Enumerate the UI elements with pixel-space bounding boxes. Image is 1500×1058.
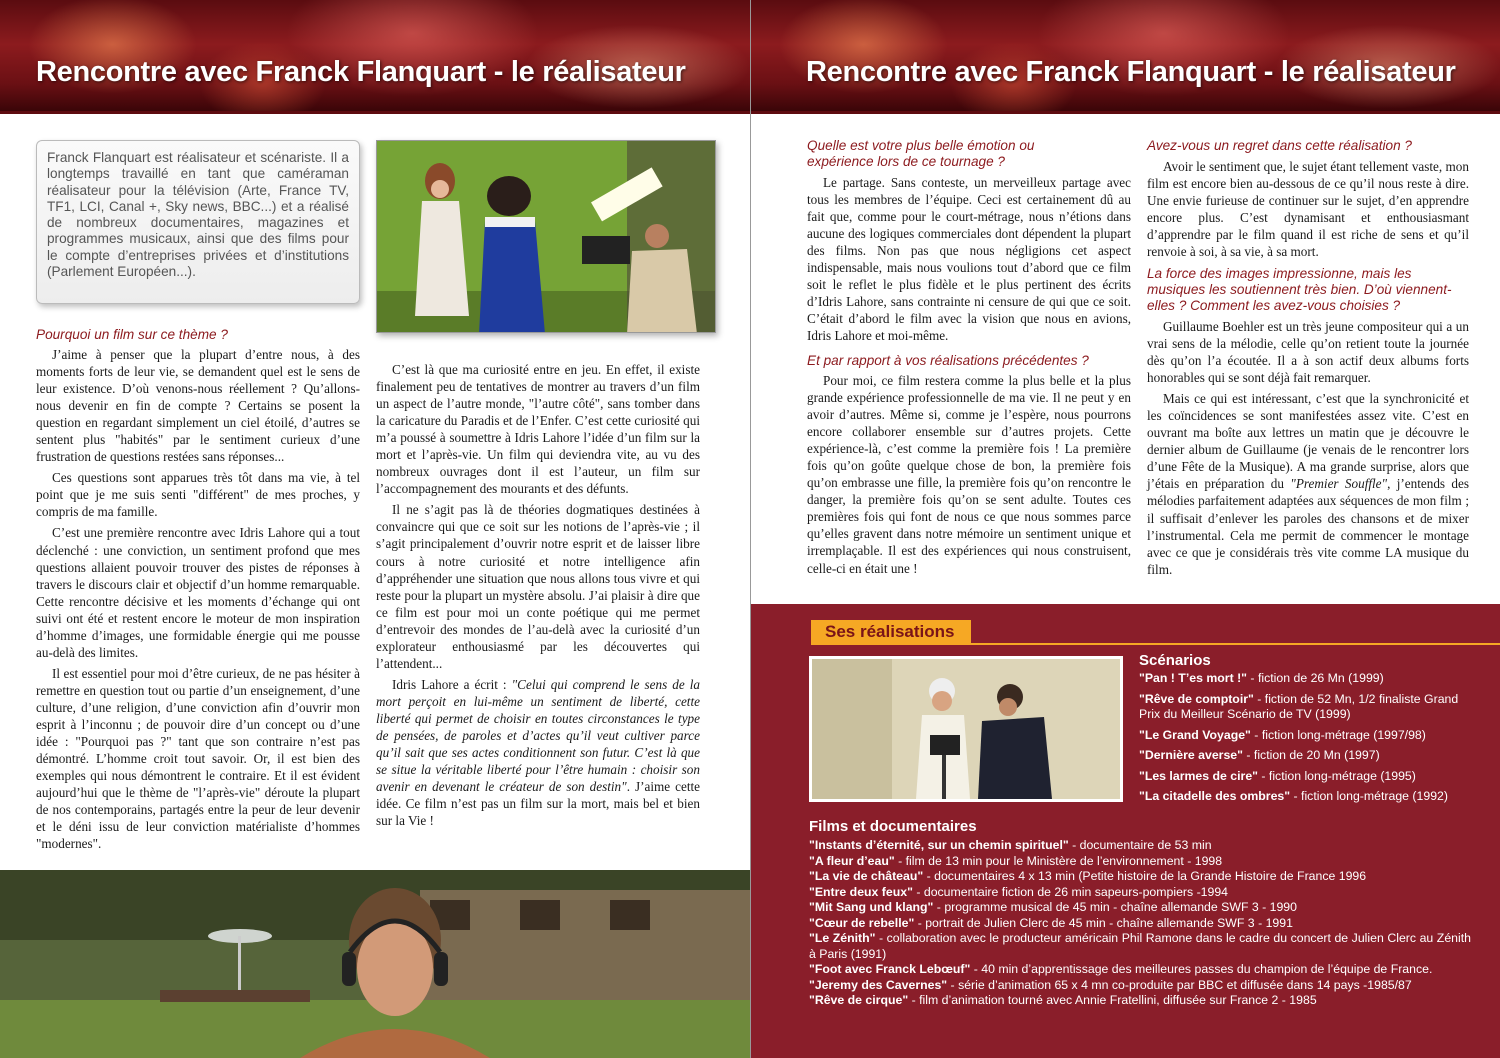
quote-end: . J’aime cette idée. Ce film n’est pas un film sur la mort, mais bel et bien sur la Vie ! (376, 779, 701, 829)
portrait-photo (0, 870, 750, 1058)
shooting-photo-illustration (812, 659, 1120, 799)
paragraph (376, 676, 700, 829)
paragraph: J’aime à penser que la plupart d’entre nous, à des moments forts de leur vie, se demandent quel est le sens de leur existence. D’où venons-nous réellement ? Qu’allons-nous devenir en fin de compte ? Certains se posent la question en regardant simplement un ciel étoilé, d’autres se sentent plus "habités" par le sentiment curieux d’une frustration de questions restées sans réponses... (36, 347, 360, 465)
paragraph: C’est une première rencontre avec Idris Lahore qui a tout déclenché : une conviction, un sentiment profond que mes questions allaient pouvoir trouver des pistes de réponses à travers le discours clair et objectif d’un homme remarquable. Cette rencontre décisive et les moments d’échange qui ont suivi ont été et restent encore le moteur de mon inspiration d’homme d’images, une formidable énergie qui me pousse au-delà des limites. (36, 525, 360, 660)
list-item: "Rêve de comptoir" - fiction de 52 Mn, 1/2 finaliste Grand Prix du Meilleur Scénario de TV (1999) (1139, 691, 1459, 721)
studio-photo-illustration (377, 141, 716, 333)
list-item: "Dernière averse" - fiction de 20 Mn (1997) (1139, 748, 1380, 762)
header-banner-left (0, 0, 750, 114)
paragraph: Ces questions sont apparues très tôt dans ma vie, à tel point que je me suis senti "différent" de mes proches, y compris de ma famille. (36, 470, 360, 520)
list-item: "Cœur de rebelle" - portrait de Julien Clerc de 45 min - chaîne allemande SWF 3 - 1991 (809, 915, 1293, 930)
list-item: "Rêve de cirque" - film d’animation tourné avec Annie Fratellini, diffusée sur France 2 - 1985 (809, 993, 1317, 1007)
studio-photo (376, 140, 716, 333)
realisations-tab: Ses réalisations (811, 620, 971, 644)
list-item: "La vie de château" - documentaires 4 x 13 min (Petite histoire de la Grande Histoire de France 1996 (809, 869, 1367, 883)
scenarios-title: Scénarios (1139, 652, 1211, 669)
right-column-2a (1147, 158, 1469, 260)
music-text-start: Mais ce qui est intéressant, c’est que la synchronicité et les coïncidences se sont manifestées assez vite. C’est en ouvrant ma boîte aux lettres un matin que je découvre le dernier album de Guillaume (je venais de le rencontrer lors d’une Fête de la Musique). A ma grande surprise, alors que j’étais en préparation du (1147, 391, 1469, 492)
quote-intro: Idris Lahore a écrit : (392, 676, 512, 692)
list-item: "Entre deux feux" - documentaire fiction de 26 min sapeurs-pompiers -1994 (809, 884, 1229, 899)
list-item: "Instants d’éternité, sur un chemin spirituel" - documentaire de 53 min (809, 838, 1212, 852)
paragraph: Il ne s’agit pas là de théories dogmatiques destinées à convaincre qui que ce soit sur les notions de l’après-vie ; il s’agit principalement d’ouvrir notre esprit et de laisser libre cours à notre curiosité et notre intelligence afin d’appréhender une situation que nous allons tous vivre et qui reste pour la plupart un mystère absolu. J’ai plaisir à dire que ce film est pour moi un conte poétique qui me permet d’entrevoir des mondes de l’au-delà avec la curiosité d’un explorateur enthousiasmé par les découvertes qui l’attendent... (376, 502, 700, 671)
paragraph: Avoir le sentiment que, le sujet étant tellement vaste, mon film est encore bien au-dessous de ce qu’il nous reste à dire. Une envie furieuse de continuer sur le sujet, d’en apprendre encore plus. C’est dynamisant et enthousiasmant d’apprendre par le film quand il est riche de sens et qu’il renvoie à soi, à sa vie, à sa mort. (1147, 159, 1469, 260)
page-title-right: Rencontre avec Franck Flanquart - le réalisateur (806, 56, 1456, 88)
list-item: "Jeremy des Cavernes" - série d’animation 65 x 4 mn co-produite par BBC et diffusée dans 14 pays -1985/87 (809, 977, 1412, 992)
list-item: "Le Zénith" - collaboration avec le producteur américain Phil Ramone dans le cadre du concert de Julien Clerc au Zénith à Paris (1991) (809, 931, 1471, 961)
intro-box (36, 140, 360, 304)
left-column-2 (376, 361, 700, 829)
premier-souffle-title: "Premier Souffle" (1290, 476, 1388, 492)
portrait-photo-illustration (0, 870, 750, 1058)
left-column-1 (36, 346, 360, 852)
paragraph: Guillaume Boehler est un très jeune compositeur qui a un vrai sens de la mélodie, celle qu’on retient toute la journée dès qu’on l’a écoutée. Il a à son actif deux albums forts honorables qui se sont déjà fait remarquer. (1147, 319, 1469, 386)
music-text-end: , j’entends des mélodies parfaitement adaptées aux séquences de mon film ; il suffisait d’enlever les paroles des chansons et de mixer l’instrumental. Cela me permit de commencer le montage avec ce que je considérais très vite comme LA musique du film. (1147, 476, 1469, 577)
page-title-left: Rencontre avec Franck Flanquart - le réalisateur (36, 56, 686, 88)
list-item: "La citadelle des ombres" - fiction long-métrage (1992) (1139, 789, 1448, 803)
list-item: "Mit Sang und klang" - programme musical de 45 min - chaîne allemande SWF 3 - 1990 (809, 900, 1297, 914)
list-item: "A fleur d’eau" - film de 13 min pour le Ministère de l’environnement - 1998 (809, 853, 1223, 868)
list-item: "Les larmes de cire" - fiction long-métrage (1995) (1139, 768, 1416, 783)
list-item: "Pan ! T’es mort !" - fiction de 26 Mn (1999) (1139, 671, 1384, 685)
question-regret: Avez-vous un regret dans cette réalisation ? (1147, 138, 1412, 153)
scenarios-list (1139, 671, 1469, 810)
list-item: "Le Grand Voyage" - fiction long-métrage (1997/98) (1139, 727, 1426, 742)
question-emotion: Quelle est votre plus belle émotion ou expérience lors de ce tournage ? (807, 138, 1035, 169)
lahore-quote: "Celui qui comprend le sens de la mort perçoit en lui-même un sentiment de liberté, cette liberté qui permet de choisir en toutes circonstances le type de pensées, de paroles et d’actes qu’il veut cultiver parce qu’il sait que ses actes conditionnent son futur. C’est là que se situe la véritable liberté pour l’être humain : choisir son avenir en devenant le créateur de son destin" (376, 676, 700, 795)
question-1: Pourquoi un film sur ce thème ? (36, 327, 228, 342)
right-column-2b (1147, 318, 1469, 578)
right-column-1b (807, 372, 1131, 577)
right-page (750, 0, 1500, 1058)
paragraph: Il est essentiel pour moi d’être curieux, de ne pas hésiter à remettre en question tout ou partie d’un enseignement, d’une culture, d’une religion, d’une conviction afin d’ouvrir mon esprit à l’inconnu ; de pouvoir dire d’un concept ou d’une idée : "Pourquoi pas ?" tant que son contraire n’est pas démontré. L’homme croit tout savoir. Or, il est bien des exemples qui nous démontrent le contraire. Et il est évident aujourd’hui que le thème de "l’après-vie" déroute la plupart de nos contemporains, partagés entre la peur de leur devenir et le déni issu de leur conviction matérialiste d’hommes "modernes". (36, 665, 360, 852)
paragraph: Pour moi, ce film restera comme la plus belle et la plus grande expérience professionnelle de ma vie. Il ne peut y en avoir d’autres. Même si, comme je l’espère, nous pourrons encore collaborer ensemble sur d’autres projets. Cette expérience-là, c’est comme la première fois ! La première fois qu’on goûte quelque chose de bon, la première fois qu’on embrasse une fille, la première fois qu’on rencontre le danger, la première fois qu’on se sent adulte. Toutes ces premières fois qui font de nous ce que nous sommes parce qu’elles gravent dans notre mémoire un sentiment unique et irremplaçable. Il est des expériences qui nous construisent, celle-ci en était une ! (807, 373, 1131, 576)
question-music: La force des images impressionne, mais les musiques les soutiennent très bien. D’où viennent-elles ? Comment les avez-vous choisies ? (1147, 266, 1452, 313)
list-item: "Foot avec Franck Lebœuf" - 40 min d’apprentissage des meilleures passes du champion de l’équipe de France. (809, 962, 1433, 976)
question-previous-works: Et par rapport à vos réalisations précédentes ? (807, 353, 1089, 368)
paragraph: C’est là que ma curiosité entre en jeu. En effet, il existe finalement peu de tentatives de montrer au travers d’un film un aspect de l’autre monde, "l’autre côté", sans tomber dans la caricature du Paradis et de l’Enfer. C’est cette curiosité qui m’a poussé à soumettre à Idris Lahore l’idée d’un film sur la mort et l’après-vie. Un film qui deviendra vite, au vu des nombreux ouvrages dont il est l’auteur, un film sur l’accompagnement des mourants et des défunts. (376, 362, 700, 497)
paragraph (1147, 390, 1469, 578)
intro-text: Franck Flanquart est réalisateur et scénariste. Il a longtemps travaillé en tant que caméraman réalisateur pour la télévision (Arte, France TV, TF1, LCI, Canal +, Sky news, BBC...) et a réalisé de nombreux documentaires, magazines et programmes musicaux, ainsi que des films pour le compte d’entreprises privées et d’institutions (Parlement Européen...). (47, 150, 349, 280)
shooting-photo (809, 656, 1123, 802)
films-list (809, 838, 1471, 1009)
right-column-1a (807, 174, 1131, 344)
header-banner-right (751, 0, 1500, 114)
paragraph: Le partage. Sans conteste, un merveilleux partage avec tous les membres de l’équipe. Ceci est certainement dû au fait que, comme pour le court-métrage, nous n’étions dans aucune des logiques commerciales dont dépendent la plupart des films. Non pas que nous négligions cet aspect indispensable, mais nous voulions tout d’abord que ce film soit le reflet le plus fidèle et le plus pertinent des écrits d’Idris Lahore, sans contrainte ni censure de qui que ce soit. C’était d’abord le film avec la vision que nous en avions, Idris Lahore et moi-même. (807, 175, 1131, 344)
films-title: Films et documentaires (809, 818, 977, 835)
